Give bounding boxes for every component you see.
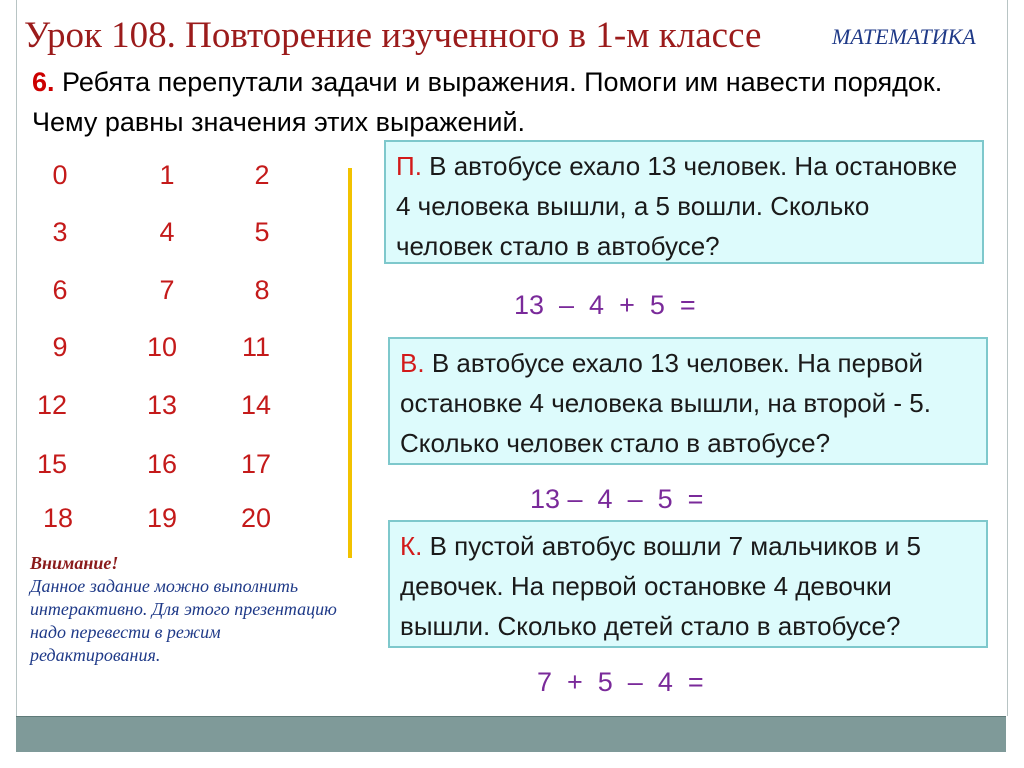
number-tile[interactable]: 3 [52, 217, 68, 247]
task-text [32, 62, 992, 142]
problem-letter: В. [400, 348, 425, 378]
number-tile[interactable]: 13 [146, 390, 178, 420]
task-number: 6. [32, 67, 55, 97]
interactive-note [30, 552, 350, 667]
problem-card-k[interactable] [388, 520, 988, 648]
number-tile[interactable]: 20 [240, 503, 272, 533]
problem-letter: К. [400, 531, 423, 561]
number-tile[interactable]: 4 [159, 217, 175, 247]
note-heading: Внимание! [30, 553, 119, 573]
problem-card-p[interactable] [384, 140, 984, 264]
number-tile[interactable]: 17 [240, 449, 272, 479]
problem-card-v[interactable] [388, 337, 988, 465]
number-tile[interactable]: 19 [146, 503, 178, 533]
number-tile[interactable]: 12 [36, 390, 68, 420]
problem-text: В автобусе ехало 13 человек. На остановке 4 человека вышли, а 5 вошли. Сколько человек стало в автобусе? [396, 151, 958, 261]
number-tile[interactable]: 9 [52, 332, 68, 362]
number-tile[interactable]: 10 [146, 332, 178, 362]
problem-text: В автобусе ехало 13 человек. На первой остановке 4 человека вышли, на второй - 5. Сколько человек стало в автобусе? [400, 348, 931, 458]
problem-text: В пустой автобус вошли 7 мальчиков и 5 девочек. На первой остановке 4 девочки вышли. Сколько детей стало в автобусе? [400, 531, 922, 641]
number-tile[interactable]: 8 [254, 275, 270, 305]
number-tile[interactable]: 5 [254, 217, 270, 247]
subject-label: МАТЕМАТИКА [832, 24, 976, 49]
number-tile[interactable]: 15 [36, 449, 68, 479]
lesson-title: Урок 108. Повторение изученного в 1-м классе [24, 15, 762, 56]
column-divider [348, 168, 352, 558]
expression[interactable]: 13 – 4 – 5 = [530, 484, 704, 514]
expression[interactable]: 13 – 4 + 5 = [514, 290, 696, 320]
number-tile[interactable]: 18 [42, 503, 74, 533]
task-instruction: Ребята перепутали задачи и выражения. Помоги им навести порядок. Чему равны значения этих выражений. [32, 67, 943, 137]
footer-bar [16, 716, 1006, 752]
note-body: Данное задание можно выполнить интерактивно. Для этого презентацию надо перевести в режим редактирования. [30, 576, 337, 665]
expression[interactable]: 7 + 5 – 4 = [537, 667, 704, 697]
number-tile[interactable]: 6 [52, 275, 68, 305]
number-tile[interactable]: 7 [159, 275, 175, 305]
number-tile[interactable]: 1 [159, 160, 175, 190]
number-tile[interactable]: 16 [146, 449, 178, 479]
number-tile[interactable]: 14 [240, 390, 272, 420]
problem-letter: П. [396, 151, 422, 181]
number-tile[interactable]: 11 [241, 332, 271, 362]
number-tile[interactable]: 2 [254, 160, 270, 190]
number-tile[interactable]: 0 [52, 160, 68, 190]
